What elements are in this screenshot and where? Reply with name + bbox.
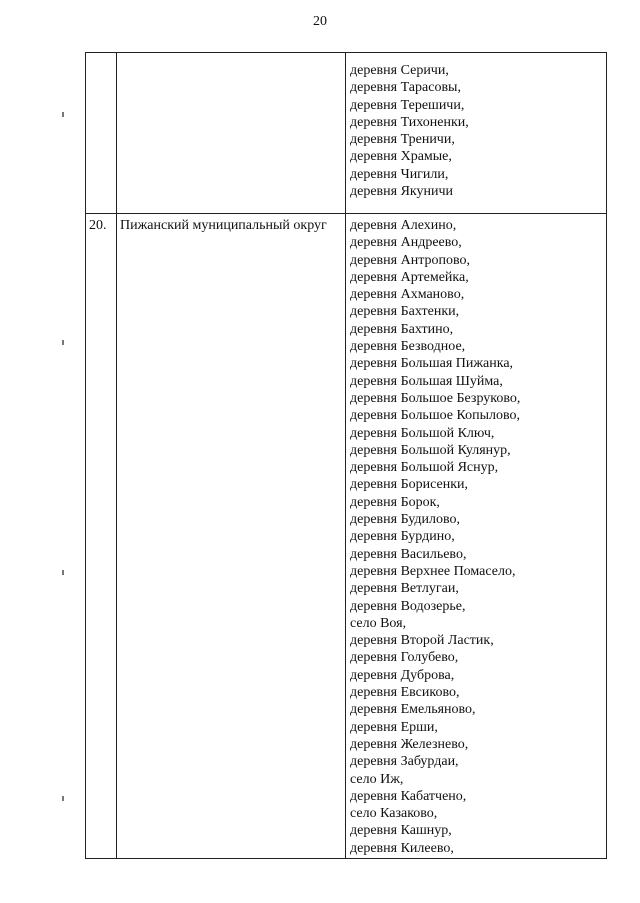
settlement-item: деревня Тарасовы, xyxy=(350,80,461,96)
settlement-item: деревня Терешичи, xyxy=(350,97,465,113)
settlement-item: деревня Железнево, xyxy=(350,736,469,752)
settlement-item: деревня Большое Копылово, xyxy=(350,408,521,424)
settlement-item: деревня Большая Пижанка, xyxy=(350,356,514,372)
settlement-item: деревня Большой Кулянур, xyxy=(350,442,511,458)
settlement-item: деревня Борисенки, xyxy=(350,477,469,493)
settlement-item: деревня Емельяново, xyxy=(350,702,476,718)
settlements-table xyxy=(85,52,607,859)
settlement-item: деревня Водозерье, xyxy=(350,598,466,614)
row-number-cell xyxy=(86,53,117,214)
settlement-item: село Казаково, xyxy=(350,806,438,822)
settlement-item: деревня Большая Шуйма, xyxy=(350,373,503,389)
settlement-item: деревня Забурдаи, xyxy=(350,754,459,770)
settlement-item: деревня Бахтенки, xyxy=(350,304,460,320)
settlement-item: деревня Дуброва, xyxy=(350,667,455,683)
settlement-item: деревня Бурдино, xyxy=(350,529,455,545)
settlement-item: деревня Серичи, xyxy=(350,63,449,78)
settlement-item: деревня Алехино, xyxy=(350,218,457,233)
settlement-item: деревня Храмые, xyxy=(350,149,452,165)
settlement-item: деревня Второй Ластик, xyxy=(350,633,494,649)
district-name-cell: Пижанский муниципальный округ xyxy=(117,214,346,859)
district-name-cell xyxy=(117,53,346,214)
page-number: 20 xyxy=(313,14,327,29)
settlement-item: деревня Большой Яснур, xyxy=(350,460,499,476)
settlement-item: деревня Антропово, xyxy=(350,252,470,268)
row-number-cell: 20. xyxy=(86,214,117,859)
settlement-item: деревня Большой Ключ, xyxy=(350,425,495,441)
table-row-continuation xyxy=(86,53,607,214)
settlement-item: деревня Треничи, xyxy=(350,132,455,148)
settlement-item: деревня Борок, xyxy=(350,494,440,510)
settlement-item: село Иж, xyxy=(350,771,404,787)
settlement-item: деревня Ветлугаи, xyxy=(350,581,459,597)
settlement-item: деревня Артемейка, xyxy=(350,269,469,285)
settlement-item: деревня Голубево, xyxy=(350,650,459,666)
settlement-item: деревня Верхнее Помасело, xyxy=(350,563,516,579)
margin-mark xyxy=(62,112,64,117)
settlement-item: деревня Безводное, xyxy=(350,339,466,355)
settlement-item: деревня Будилово, xyxy=(350,512,461,528)
settlement-item: деревня Якуничи xyxy=(350,184,454,200)
settlement-list-cell xyxy=(346,214,607,859)
settlement-item: деревня Андреево, xyxy=(350,235,462,251)
settlement-item: деревня Васильево, xyxy=(350,546,467,562)
settlement-item: деревня Чигили, xyxy=(350,166,449,182)
table-row-20 xyxy=(86,214,607,859)
settlement-list xyxy=(350,62,606,200)
settlement-item: деревня Бахтино, xyxy=(350,321,454,337)
settlement-list-cell xyxy=(346,53,607,214)
settlement-item: деревня Большое Безруково, xyxy=(350,390,521,406)
settlement-item: деревня Евсиково, xyxy=(350,685,460,701)
margin-mark xyxy=(62,340,64,345)
settlement-item: деревня Кабатчено, xyxy=(350,788,467,804)
settlement-item: деревня Тихоненки, xyxy=(350,114,469,130)
settlement-item: село Воя, xyxy=(350,615,407,631)
margin-mark xyxy=(62,796,64,801)
settlement-item: деревня Ахманово, xyxy=(350,287,465,303)
margin-mark xyxy=(62,570,64,575)
settlement-item: деревня Кашнур, xyxy=(350,823,452,839)
settlement-item: деревня Килеево, xyxy=(350,840,454,856)
settlement-list xyxy=(350,217,606,857)
settlement-item: деревня Ерши, xyxy=(350,719,438,735)
